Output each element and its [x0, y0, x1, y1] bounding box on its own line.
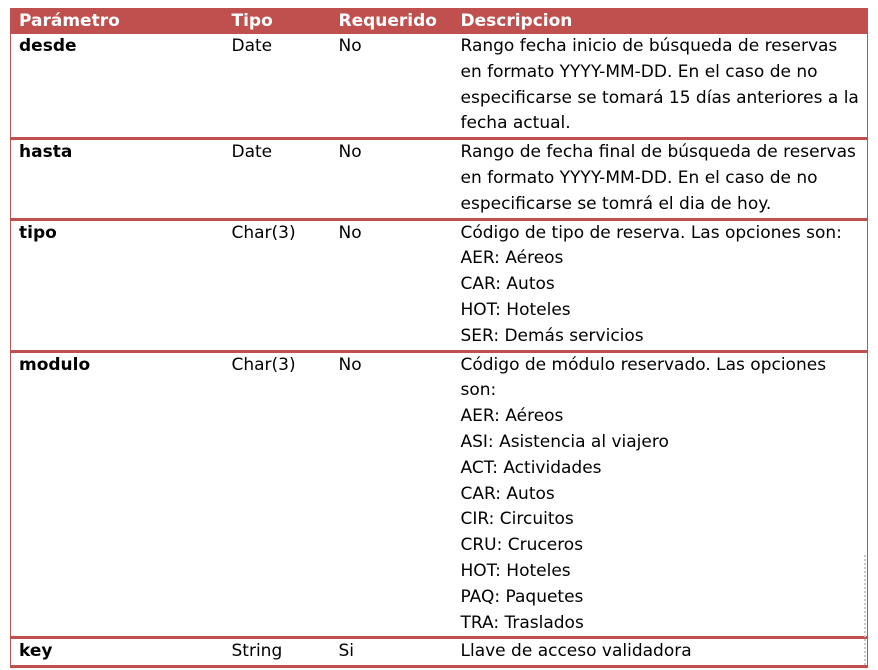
table-row [11, 139, 868, 219]
description-line: Código de módulo reservado. Las opciones [460, 354, 827, 375]
header-row [11, 8, 868, 34]
param-description [453, 351, 868, 638]
description-line: PAQ: Paquetes [460, 586, 584, 607]
header-parametro: Parámetro [19, 11, 120, 31]
description-line: CIR: Circuitos [460, 509, 574, 530]
description-line: Código de tipo de reserva. Las opciones son: [460, 222, 842, 243]
param-description [453, 139, 868, 219]
description-line: en formato YYYY-MM-DD. En el caso de no [460, 61, 818, 82]
param-name: modulo [19, 354, 91, 375]
param-required: No [338, 354, 362, 375]
description-line: Llave de acceso validadora [460, 641, 692, 662]
param-required: No [338, 36, 362, 56]
description-line: especificarse se tomará 15 días anteriores a la [460, 87, 859, 108]
param-description [453, 638, 868, 667]
description-line: en formato YYYY-MM-DD. En el caso de no [460, 167, 818, 188]
description-line: HOT: Hoteles [460, 560, 571, 581]
header-tipo: Tipo [231, 11, 273, 31]
param-required: No [338, 222, 362, 243]
table-header [11, 8, 868, 34]
parameters-table [10, 8, 868, 668]
description-line: son: [460, 380, 497, 401]
description-line: AER: Aéreos [460, 406, 564, 427]
param-type: Char(3) [231, 354, 296, 375]
description-line: CAR: Autos [460, 274, 555, 295]
description-line: CAR: Autos [460, 483, 555, 504]
param-description [453, 219, 868, 351]
dotted-edge-line [864, 555, 866, 667]
param-type: Char(3) [231, 222, 296, 243]
param-name: hasta [19, 142, 73, 163]
param-required: Si [338, 641, 355, 662]
param-name: desde [19, 36, 77, 56]
description-line: AER: Aéreos [460, 248, 564, 269]
description-line: ACT: Actividades [460, 457, 602, 478]
description-line: Rango fecha inicio de búsqueda de reservas [460, 36, 838, 56]
description-line: fecha actual. [460, 113, 571, 134]
param-required: No [338, 142, 362, 163]
table-row [11, 351, 868, 638]
table-row [11, 219, 868, 351]
description-line: HOT: Hoteles [460, 299, 571, 320]
table-row [11, 34, 868, 139]
table-body [11, 34, 868, 667]
param-type: Date [231, 142, 273, 163]
param-description [453, 34, 868, 139]
param-type: String [231, 641, 283, 662]
description-line: Rango de fecha final de búsqueda de reservas [460, 142, 856, 163]
param-name: key [19, 641, 53, 662]
description-line: ASI: Asistencia al viajero [460, 431, 669, 452]
header-requerido: Requerido [338, 11, 437, 31]
table-row [11, 638, 868, 667]
param-type: Date [231, 36, 273, 56]
description-line: SER: Demás servicios [460, 325, 644, 346]
param-name: tipo [19, 222, 57, 243]
description-line: CRU: Cruceros [460, 535, 584, 556]
description-line: especificarse se tomrá el dia de hoy. [460, 193, 772, 214]
header-descripcion: Descripcion [460, 11, 573, 31]
description-line: TRA: Traslados [460, 612, 584, 633]
parameters-table-container [10, 8, 867, 668]
